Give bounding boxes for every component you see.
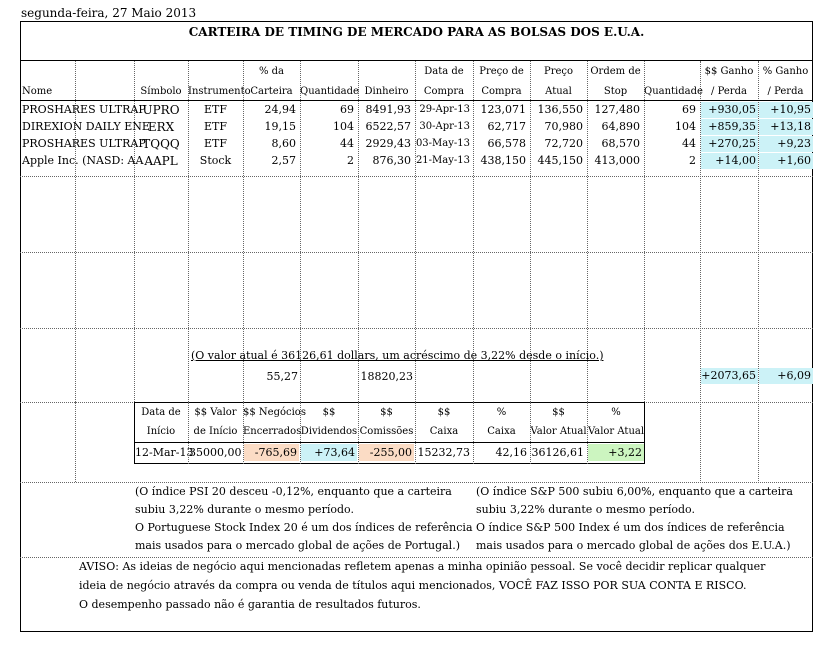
grid-line [530,402,531,464]
stat-data-inicio: 12-Mar-13 [135,446,194,459]
sp-note-line: O índice S&P 500 Index é um dos índices de referência [476,521,785,534]
cell-preco-compra: 62,717 [487,120,526,133]
stat-valor-atual: 36126,61 [531,446,584,459]
stat-data-inicio-header: Início [146,426,176,437]
cell-instrumento: Stock [199,154,232,167]
disclaimer-line: ideia de negócio através da compra ou venda de títulos aqui mencionados, VOCÊ FAZ ISSO POR SUA CONTA E RISCO. [79,579,747,592]
cell-quantidade: 104 [333,120,354,133]
stat-pct-caixa: 42,16 [495,446,527,459]
cell-nome: PROSHARES ULTRAP [22,137,146,150]
stat-dividendos-header: Dividendos [300,426,358,437]
cell-stop: 413,000 [594,154,640,167]
cell-preco-atual: 445,150 [537,154,583,167]
stat-caixa-header: $$ [437,407,451,418]
cell-ganho: +859,35 [701,119,758,135]
cell-preco-atual: 136,550 [537,103,583,116]
sp-note-line: subiu 3,22% durante o mesmo período. [476,503,695,516]
stat-pct-valor-atual-header: Valor Atual [587,426,645,437]
cell-simbolo: UPRO [142,103,180,117]
cell-ganho: +14,00 [701,153,758,169]
stat-negocios-header: Encerrados [243,426,302,437]
cell-dinheiro: 8491,93 [365,103,411,116]
cell-data-compra: 29-Apr-13 [419,104,470,115]
cell-pct-carteira: 2,57 [271,154,296,167]
stat-pct-caixa-header: Caixa [487,426,516,437]
stats-header-separator [134,442,645,443]
cell-data-compra: 30-Apr-13 [419,121,470,132]
col-header-data-compra-2: Compra [423,86,465,97]
psi-note-line: O Portuguese Stock Index 20 é um dos índices de referência [135,521,473,534]
stat-negocios-header: $$ Negócios [243,407,306,418]
valor-atual-statement: (O valor atual é 36126,61 dollars, um acréscimo de 3,22% desde o início.) [191,349,604,362]
stat-valor-inicio: 35000,00 [189,446,242,459]
cell-instrumento: ETF [204,137,227,150]
stat-caixa: 15232,73 [417,446,470,459]
pct-total: 55,27 [266,370,298,383]
col-header-dinheiro: Dinheiro [364,86,409,97]
col-header-ganho-pct: % Ganho [762,66,809,77]
grid-line [188,402,189,464]
cell-dinheiro: 2929,43 [365,137,411,150]
sp-note-line: mais usados para o mercado global de ações dos E.U.A.) [476,539,791,552]
psi-note-line: (O índice PSI 20 desceu -0,12%, enquanto que a carteira [135,485,452,498]
cell-nome: DIREXION DAILY ENE [22,120,150,133]
cell-quantidade-2: 2 [689,154,696,167]
stat-comissoes-header: $$ [380,407,393,418]
stat-valor-inicio-header: $$ Valor [194,407,237,418]
cell-ganho-pct: +1,60 [759,153,813,169]
cell-instrumento: ETF [204,120,227,133]
dinheiro-total: 18820,23 [360,370,413,383]
stat-valor-inicio-header: de Início [193,426,238,437]
grid-line [473,402,474,464]
col-header-ganho-usd: $$ Ganho [704,66,754,77]
cell-ganho-pct: +13,18 [759,119,813,135]
cell-instrumento: ETF [204,103,227,116]
cell-quantidade: 69 [340,103,354,116]
col-header-instrumento: Instrumento [188,86,251,97]
psi-note-line: mais usados para o mercado global de ações de Portugal.) [135,539,460,552]
col-header-ganho-usd-2: / Perda [711,86,747,97]
col-header-preco-compra: Preço de [479,66,524,77]
cell-preco-atual: 72,720 [544,137,583,150]
cell-preco-compra: 66,578 [487,137,526,150]
sp-note-line: (O índice S&P 500 subiu 6,00%, enquanto que a carteira [476,485,793,498]
cell-quantidade: 2 [347,154,354,167]
cell-nome: PROSHARES ULTRAP [22,103,146,116]
stat-dividendos-header: $$ [322,407,336,418]
cell-pct-carteira: 24,94 [264,103,296,116]
cell-simbolo: ERX [147,120,175,134]
disclaimer-line: AVISO: As ideias de negócio aqui mencionadas refletem apenas a minha opinião pessoal. Se você decidir replicar qualquer [79,560,766,573]
col-header-ordem-stop-2: Stop [603,86,628,97]
stat-valor-atual-header: $$ [552,407,565,418]
cell-ganho-pct: +10,95 [759,102,813,118]
grid-line [415,402,416,464]
cell-data-compra: 21-May-13 [415,155,470,166]
col-header-quantidade: Quantidade [300,86,359,97]
title-row [20,21,813,61]
cell-preco-compra: 123,071 [480,103,526,116]
col-header-simbolo: Símbolo [140,86,182,97]
cell-quantidade-2: 44 [682,137,696,150]
cell-quantidade-2: 104 [675,120,696,133]
grid-line [243,402,244,464]
cell-quantidade: 44 [340,137,354,150]
grid-line [20,252,813,253]
cell-dinheiro: 6522,57 [365,120,411,133]
stat-valor-atual-header: Valor Atual [530,426,587,437]
col-header-ganho-pct-2: / Perda [767,86,804,97]
cell-simbolo: TQQQ [142,137,180,151]
disclaimer-line: O desempenho passado não é garantia de resultados futuros. [79,598,421,611]
page-title: CARTEIRA DE TIMING DE MERCADO PARA AS BOLSAS DOS E.U.A. [188,25,645,39]
grid-line [587,402,588,464]
stat-comissoes: -255,00 [359,444,414,461]
stat-dividendos: +73,64 [301,444,357,461]
grid-line [20,176,813,177]
cell-stop: 127,480 [594,103,640,116]
stat-pct-valor-atual-header: % [611,407,621,418]
col-header-preco-compra-2: Compra [481,86,522,97]
cell-pct-carteira: 19,15 [264,120,296,133]
col-header-preco-atual-2: Atual [545,86,572,97]
cell-stop: 64,890 [601,120,640,133]
grid-line [300,402,301,464]
grid-line [75,402,76,482]
col-header-pct-carteira: % da [258,66,285,77]
cell-preco-compra: 438,150 [480,154,526,167]
cell-quantidade-2: 69 [682,103,696,116]
col-header-ordem-stop: Ordem de [590,66,641,77]
cell-data-compra: 03-May-13 [415,138,470,149]
cell-stop: 68,570 [601,137,640,150]
cell-simbolo: AAPL [144,154,178,168]
cell-dinheiro: 876,30 [372,154,411,167]
col-header-preco-atual: Preço [543,66,574,77]
grid-line [358,402,359,464]
ganho-pct-total: +6,09 [759,368,813,384]
stat-pct-valor-atual: +3,22 [588,444,644,461]
cell-ganho-pct: +9,23 [759,136,813,152]
stat-caixa-header: Caixa [429,426,459,437]
stat-data-inicio-header: Data de [141,407,181,418]
cell-ganho: +270,25 [701,136,758,152]
col-header-pct-carteira-2: Carteira [250,86,293,97]
cell-pct-carteira: 8,60 [271,137,296,150]
col-header-data-compra: Data de [424,66,464,77]
stat-pct-caixa-header: % [496,407,507,418]
stat-negocios: -765,69 [244,444,299,461]
psi-note-line: subiu 3,22% durante o mesmo período. [135,503,354,516]
stat-comissoes-header: Comissões [359,426,414,437]
cell-nome: Apple Inc. (NASD: AA [22,154,144,167]
col-header-quantidade-2: Quantidade [644,86,703,97]
cell-preco-atual: 70,980 [544,120,583,133]
grid-line [20,328,813,329]
report-date: segunda-feira, 27 Maio 2013 [21,6,197,20]
col-header-nome: Nome [22,86,53,97]
cell-ganho: +930,05 [701,102,758,118]
ganho-total: +2073,65 [701,369,756,382]
